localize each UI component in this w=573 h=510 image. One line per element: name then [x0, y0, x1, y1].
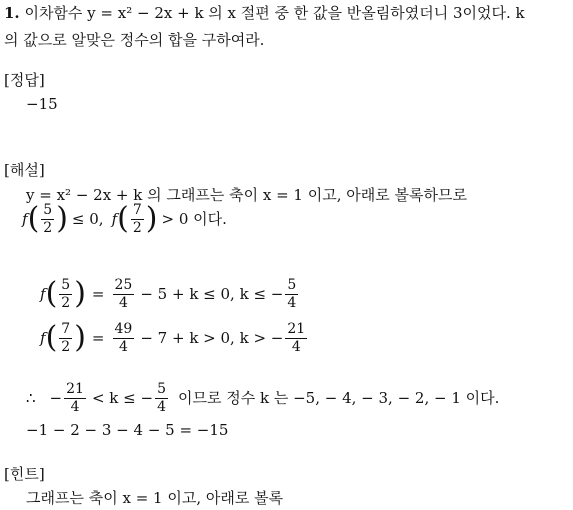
solution-label: [해설]: [4, 161, 45, 179]
problem-number: 1.: [4, 4, 20, 22]
hint-label: [힌트]: [4, 465, 45, 483]
solution-line-2: f ( $\frac{5}{2}$ ) ≤ 0, f ( $\frac{7}{2}$ ) > 0 이다.: [22, 201, 227, 237]
fraction: $\frac{7}{2}$: [132, 202, 142, 236]
problem-line-2: [4, 33, 264, 48]
fraction: $\frac{5}{2}$: [43, 202, 53, 236]
hint-text: 그래프는 축이 x = 1 이고, 아래로 볼록: [26, 489, 284, 507]
fraction: $\frac{5}{4}$: [157, 381, 166, 415]
problem-text-2: 의 값으로 알맞은 정수의 합을 구하여라.: [4, 31, 265, 49]
problem-text-1: 이차함수 y = x² − 2x + k 의 x 절편 중 한 값을 반올림하였더니 3이었다. k: [24, 4, 525, 22]
equation-2: f ( $\frac{7}{2}$ ) = $\frac{49}{4}$ − 7 + k > 0, k > − $\frac{21}{4}$: [40, 320, 306, 356]
fraction: $\frac{25}{4}$: [114, 277, 133, 311]
fraction: $\frac{49}{4}$: [114, 321, 133, 355]
fraction: $\frac{21}{4}$: [287, 321, 306, 355]
fraction: $\frac{21}{4}$: [66, 381, 84, 415]
fraction: $\frac{5}{4}$: [287, 277, 297, 311]
problem-line-1: [4, 6, 525, 21]
equation-1: f ( $\frac{5}{2}$ ) = $\frac{25}{4}$ − 5 + k ≤ 0, k ≤ − $\frac{5}{4}$: [40, 276, 297, 312]
conclusion-line: ∴ − $\frac{21}{4}$ < k ≤ − $\frac{5}{4}$ 이므로 정수 k 는 −5, − 4, − 3, − 2, − 1 이다.: [26, 381, 500, 415]
therefore-symbol: ∴: [26, 388, 36, 407]
fraction: $\frac{7}{2}$: [61, 321, 71, 355]
answer-label: [정답]: [4, 71, 45, 89]
fraction: $\frac{5}{2}$: [61, 277, 71, 311]
sum-line: −1 − 2 − 3 − 4 − 5 = −15: [26, 421, 229, 439]
solution-line-1: y = x² − 2x + k 의 그래프는 축이 x = 1 이고, 아래로 볼록하므로: [26, 186, 467, 204]
answer-value: −15: [26, 95, 58, 113]
